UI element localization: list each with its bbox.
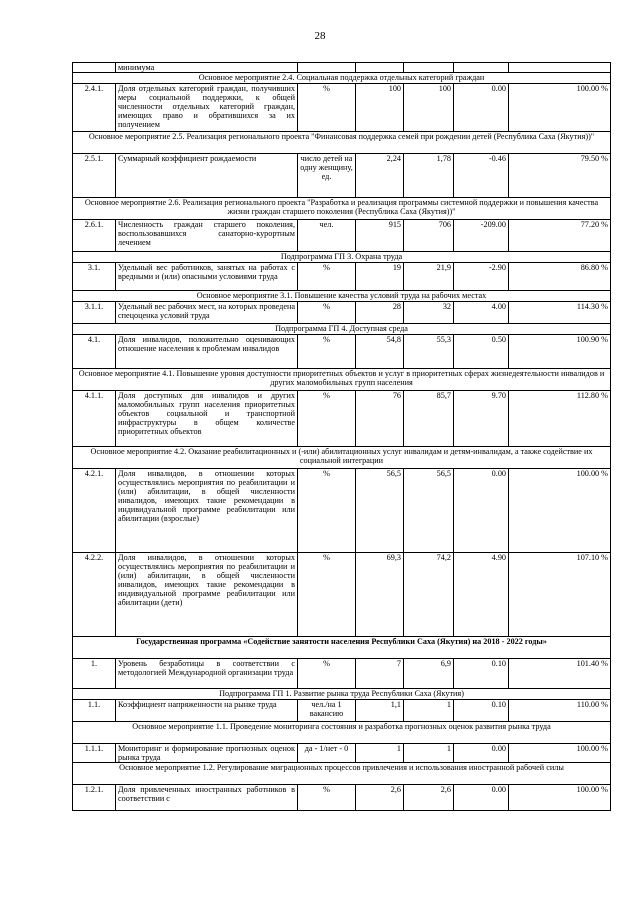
plan-value: 54,8 (356, 335, 404, 369)
deviation: 0.00 (454, 785, 509, 811)
deviation: 9.70 (454, 391, 509, 447)
table-row (73, 744, 611, 763)
plan-value: 56,5 (356, 469, 404, 553)
section-title: Основное мероприятие 4.2. Оказание реабилитационных и (-или) абилитационных услуг инвалидам и детям-инвалидам, а также содействие их социальной интеграции (73, 447, 611, 469)
fact-value: 56,5 (404, 469, 454, 553)
section-row (73, 447, 611, 469)
unit: % (298, 659, 356, 689)
indicator-name: Мониторинг и формирование прогнозных оценок рынка труда (116, 744, 298, 763)
unit: % (298, 335, 356, 369)
percent-done: 100.00 % (509, 469, 611, 553)
plan-value: 2,6 (356, 785, 404, 811)
table-row (73, 154, 611, 198)
percent-done: 100.00 % (509, 84, 611, 132)
percent-done: 114.30 % (509, 302, 611, 324)
plan-value: 19 (356, 263, 404, 291)
table-row (73, 553, 611, 637)
deviation: 4.90 (454, 553, 509, 637)
section-row (73, 689, 611, 700)
table-row (73, 335, 611, 369)
plan-value: 2,24 (356, 154, 404, 198)
section-row (73, 763, 611, 785)
table-row (73, 469, 611, 553)
row-number: 4.1.1. (73, 391, 116, 447)
section-row (73, 369, 611, 391)
indicator-name: Доля инвалидов, положительно оценивающих отношение населения к проблемам инвалидов (116, 335, 298, 369)
indicator-name: Коэффициент напряженности на рынке труда (116, 700, 298, 722)
percent-done (509, 63, 611, 73)
plan-value: 69,3 (356, 553, 404, 637)
deviation: 0.50 (454, 335, 509, 369)
program-heading-row (73, 637, 611, 659)
row-number: 4.1. (73, 335, 116, 369)
percent-done: 110.00 % (509, 700, 611, 722)
section-title: Основное мероприятие 2.4. Социальная поддержка отдельных категорий граждан (73, 73, 611, 84)
indicator-name: Доля инвалидов, в отношении которых осуществлялись мероприятия по реабилитации и (или) абилитации, в общей численности инвалидов, имеющих такие рекомендации в индивидуальной программе реабилитации или абилитации (дети) (116, 553, 298, 637)
section-title: Основное мероприятие 2.6. Реализация регионального проекта "Разработка и реализация программы системной поддержки и повышения качества жизни граждан старшего поколения (Республика Саха (Якутия))" (73, 198, 611, 220)
unit: число детей на одну женщину, ед. (298, 154, 356, 198)
section-row (73, 324, 611, 335)
plan-value: 76 (356, 391, 404, 447)
table-row (73, 220, 611, 252)
deviation: 0.10 (454, 700, 509, 722)
section-row (73, 73, 611, 84)
section-title: Основное мероприятие 1.2. Регулирование миграционных процессов привлечения и использования иностранной рабочей силы (73, 763, 611, 785)
fact-value: 1 (404, 744, 454, 763)
deviation: 0.10 (454, 659, 509, 689)
section-row (73, 252, 611, 263)
plan-value (356, 63, 404, 73)
unit: чел./на 1 вакансию (298, 700, 356, 722)
fact-value: 85,7 (404, 391, 454, 447)
section-title: Государственная программа «Содействие занятости населения Республики Саха (Якутия) на 2018 - 2022 годы» (73, 637, 611, 659)
unit: % (298, 469, 356, 553)
page-number: 28 (314, 30, 326, 42)
unit: % (298, 84, 356, 132)
indicator-name: минимума (116, 63, 298, 73)
unit: да - 1/нет - 0 (298, 744, 356, 763)
row-number: 3.1. (73, 263, 116, 291)
percent-done: 100.90 % (509, 335, 611, 369)
section-title: Основное мероприятие 2.5. Реализация регионального проекта "Финансовая поддержка семей при рождении детей (Республика Саха (Якутия))" (73, 132, 611, 154)
indicator-name: Численность граждан старшего поколения, воспользовавшихся санаторно-курортным лечением (116, 220, 298, 252)
percent-done: 77.20 % (509, 220, 611, 252)
indicator-name: Доля доступных для инвалидов и других маломобильных групп населения приоритетных объектов социальной и транспортной инфраструктуры в общем количестве приоритетных объектов (116, 391, 298, 447)
section-title: Основное мероприятие 3.1. Повышение качества условий труда на рабочих местах (73, 291, 611, 302)
unit (298, 63, 356, 73)
deviation: -209.00 (454, 220, 509, 252)
indicator-name: Удельный вес работников, занятых на работах с вредными и (или) опасными условиями труда (116, 263, 298, 291)
plan-value: 28 (356, 302, 404, 324)
indicator-name: Уровень безработицы в соответствии с методологией Международной организации труда (116, 659, 298, 689)
fact-value: 74,2 (404, 553, 454, 637)
section-title: Основное мероприятие 4.1. Повышение уровня доступности приоритетных объектов и услуг в приоритетных сферах жизнедеятельности инвалидов и других маломобильных групп населения (73, 369, 611, 391)
fact-value: 1,78 (404, 154, 454, 198)
indicator-name: Суммарный коэффициент рождаемости (116, 154, 298, 198)
fact-value: 21,9 (404, 263, 454, 291)
section-row (73, 722, 611, 744)
table-row (73, 391, 611, 447)
row-number: 1.1.1. (73, 744, 116, 763)
percent-done: 100.00 % (509, 744, 611, 763)
row-number: 2.5.1. (73, 154, 116, 198)
fact-value: 2,6 (404, 785, 454, 811)
fact-value: 100 (404, 84, 454, 132)
deviation: 0.00 (454, 744, 509, 763)
unit: % (298, 553, 356, 637)
plan-value: 100 (356, 84, 404, 132)
deviation: 0.00 (454, 84, 509, 132)
indicator-name: Доля привлеченных иностранных работников в соответствии с (116, 785, 298, 811)
fact-value: 706 (404, 220, 454, 252)
indicator-name: Доля отдельных категорий граждан, получивших меры социальной поддержки, к общей численности отдельных категорий граждан, имеющих право и обратившихся за их получением (116, 84, 298, 132)
table-row (73, 84, 611, 132)
deviation: -2.90 (454, 263, 509, 291)
row-number: 2.4.1. (73, 84, 116, 132)
fact-value: 6,9 (404, 659, 454, 689)
indicators-table (72, 62, 611, 811)
row-number (73, 63, 116, 73)
percent-done: 107.10 % (509, 553, 611, 637)
deviation: 4.00 (454, 302, 509, 324)
fact-value: 55,3 (404, 335, 454, 369)
unit: чел. (298, 220, 356, 252)
section-row (73, 291, 611, 302)
unit: % (298, 263, 356, 291)
deviation: -0.46 (454, 154, 509, 198)
percent-done: 86.80 % (509, 263, 611, 291)
row-number: 4.2.1. (73, 469, 116, 553)
row-number: 4.2.2. (73, 553, 116, 637)
indicator-name: Доля инвалидов, в отношении которых осуществлялись мероприятия по реабилитации и (или) абилитации, в общей численности инвалидов, имеющих такие рекомендации в индивидуальной программе реабилитации или абилитации (взрослые) (116, 469, 298, 553)
fact-value: 32 (404, 302, 454, 324)
indicator-name: Удельный вес рабочих мест, на которых проведена спецоценка условий труда (116, 302, 298, 324)
table-row (73, 63, 611, 73)
percent-done: 79.50 % (509, 154, 611, 198)
section-row (73, 198, 611, 220)
row-number: 1. (73, 659, 116, 689)
fact-value (404, 63, 454, 73)
section-title: Подпрограмма ГП 1. Развитие рынка труда Республики Саха (Якутия) (73, 689, 611, 700)
table-row (73, 263, 611, 291)
unit: % (298, 391, 356, 447)
deviation: 0.00 (454, 469, 509, 553)
percent-done: 112.80 % (509, 391, 611, 447)
plan-value: 1 (356, 744, 404, 763)
plan-value: 7 (356, 659, 404, 689)
section-row (73, 132, 611, 154)
percent-done: 100.00 % (509, 785, 611, 811)
fact-value: 1 (404, 700, 454, 722)
percent-done: 101.40 % (509, 659, 611, 689)
deviation (454, 63, 509, 73)
row-number: 3.1.1. (73, 302, 116, 324)
section-title: Подпрограмма ГП 4. Доступная среда (73, 324, 611, 335)
unit: % (298, 785, 356, 811)
table-row (73, 659, 611, 689)
table-row (73, 302, 611, 324)
unit: % (298, 302, 356, 324)
row-number: 2.6.1. (73, 220, 116, 252)
plan-value: 915 (356, 220, 404, 252)
section-title: Подпрограмма ГП 3. Охрана труда (73, 252, 611, 263)
plan-value: 1,1 (356, 700, 404, 722)
row-number: 1.2.1. (73, 785, 116, 811)
table-row (73, 700, 611, 722)
row-number: 1.1. (73, 700, 116, 722)
table-row (73, 785, 611, 811)
section-title: Основное мероприятие 1.1. Проведение мониторинга состояния и разработка прогнозных оценок развития рынка труда (73, 722, 611, 744)
